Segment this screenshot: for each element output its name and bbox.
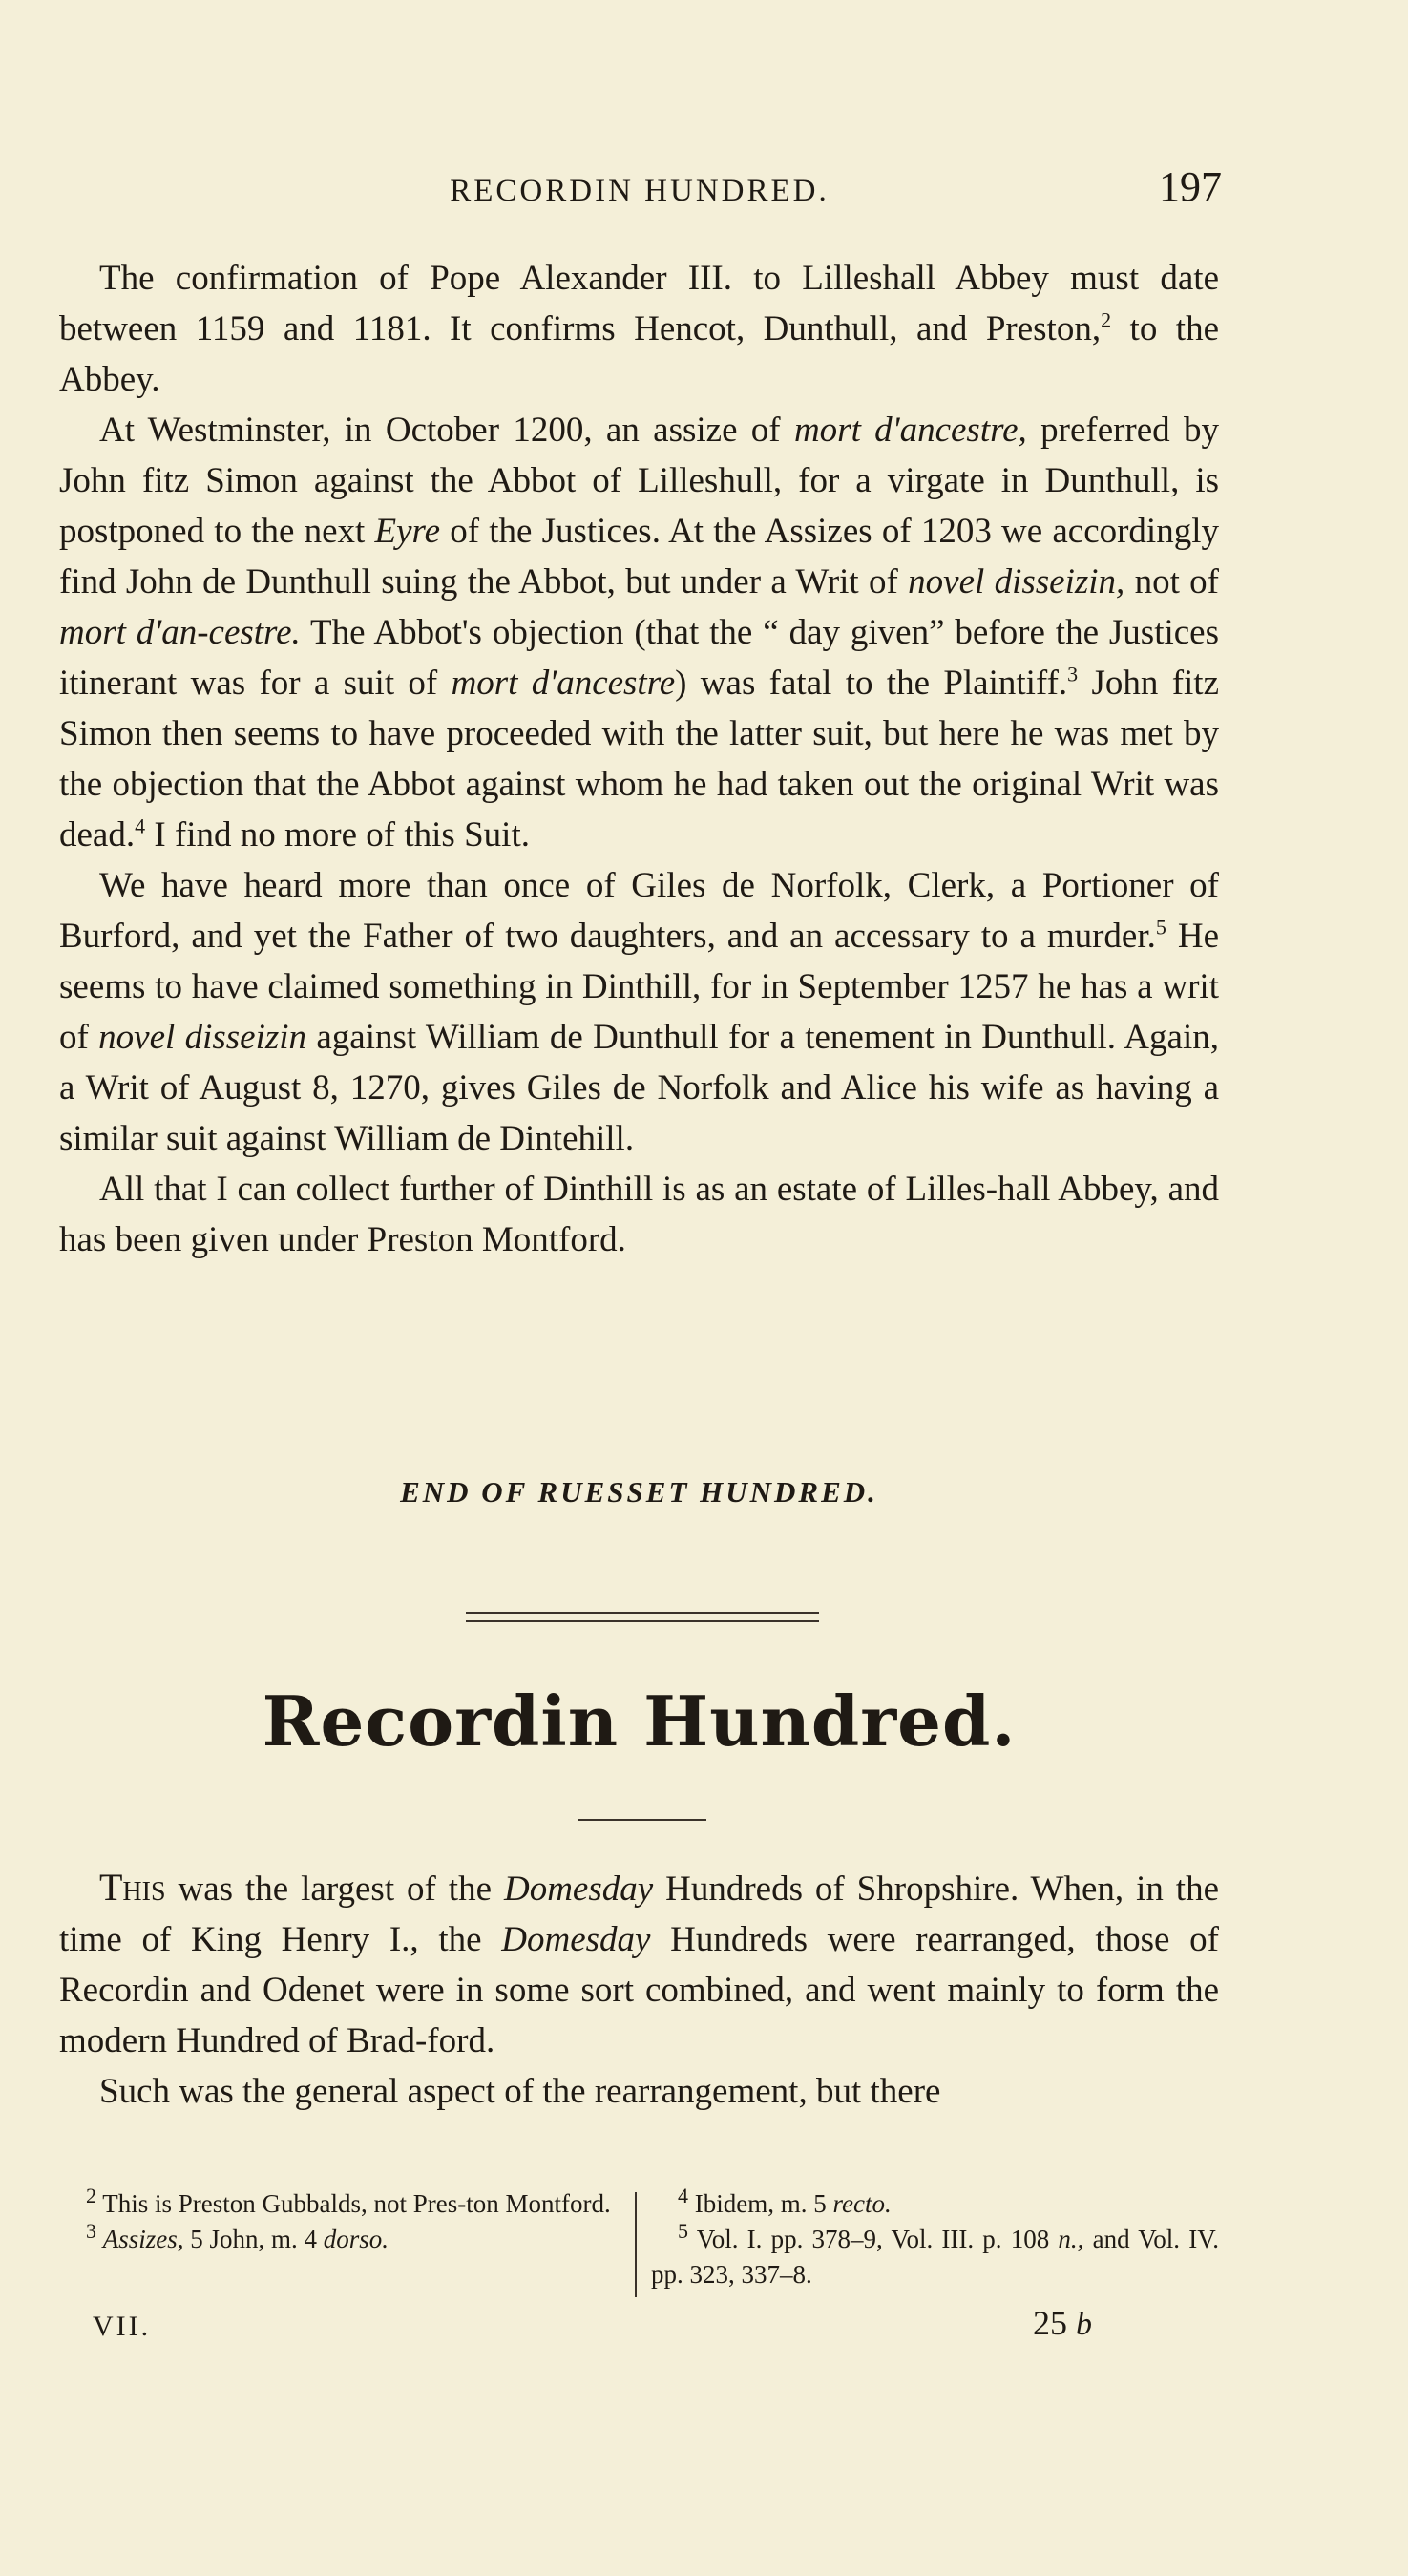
paragraph-6: Such was the general aspect of the rearrangement, but there	[99, 2072, 941, 2111]
page-header	[57, 162, 1222, 220]
footnote-ref: 4	[135, 813, 146, 838]
footnotes-left-column	[59, 2186, 622, 2257]
footnote-4: $^4$ Ibidem, m. 5 recto.	[678, 2184, 892, 2218]
volume-signature: VII.	[93, 2311, 152, 2342]
paragraph-1: The confirmation of Pope Alexander III. to Lilleshall Abbey must date between 1159 and 1181. It confirms Hencot, Dunthull, and Preston,$^2$ to the Abbey.	[59, 259, 1219, 399]
running-head: RECORDIN HUNDRED.	[450, 174, 830, 208]
main-text	[59, 253, 1219, 1265]
footnotes	[59, 2186, 1219, 2291]
double-rule-divider	[466, 1612, 819, 1622]
footnote-ref: 5	[1155, 915, 1166, 940]
sheet-signature: 25 b	[1033, 2304, 1092, 2342]
footnote-3: $^3$ Assizes, 5 John, m. 4 dorso.	[86, 2219, 389, 2253]
footnote-ref: 3	[1067, 662, 1079, 686]
footnote-column-divider	[635, 2192, 637, 2297]
paragraph-4: All that I can collect further of Dinthill is as an estate of Lilles-hall Abbey, and has been given under Preston Montford.	[59, 1170, 1219, 1259]
section-text	[59, 1862, 1219, 2117]
footnote-ref: 2	[1101, 307, 1112, 332]
paragraph-5: This was the largest of the Domesday Hundreds of Shropshire. When, in the time of King Henry I., the Domesday Hundreds were rearranged, those of Recordin and Odenet were in some sort combined, and went mainly to form the modern Hundred of Brad-ford.	[59, 1866, 1219, 2060]
page-number: 197	[1159, 163, 1222, 210]
paragraph-3: We have heard more than once of Giles de Norfolk, Clerk, a Portioner of Burford, and yet the Father of two daughters, and an accessary to a murder.$^5$ He seems to have claimed something in Dinthill, for in September 1257 he has a writ of novel disseizin against William de Dunthull for a tenement in Dunthull. Again, a Writ of August 8, 1270, gives Giles de Norfolk and Alice his wife as having a similar suit against William de Dintehill.	[59, 866, 1219, 1158]
signature-line	[59, 2304, 1219, 2358]
footnotes-right-column	[651, 2186, 1219, 2292]
footnote-2: $^2$ This is Preston Gubbalds, not Pres-ton Montford.	[86, 2184, 611, 2218]
footnote-5: $^5$ Vol. I. pp. 378–9, Vol. III. p. 108 n., and Vol. IV. pp. 323, 337–8.	[651, 2219, 1219, 2289]
paragraph-2: At Westminster, in October 1200, an assize of mort d'ancestre, preferred by John fitz Simon against the Abbot of Lilleshull, for a virgate in Dunthull, is postponed to the next Eyre of the Justices. At the Assizes of 1203 we accordingly find John de Dunthull suing the Abbot, but under a Writ of novel disseizin, not of mort d'an-cestre. The Abbot's objection (that the “ day given” before the Justices itinerant was for a suit of mort d'ancestre) was fatal to the Plaintiff.$^3$ John fitz Simon then seems to have proceeded with the latter suit, but here he was met by the objection that the Abbot against whom he had taken out the original Writ was dead.$^4$ I find no more of this Suit.	[59, 411, 1220, 855]
short-rule-divider	[578, 1819, 706, 1821]
section-title: Recordin Hundred.	[262, 1680, 1017, 1762]
end-of-hundred-line: END OF RUESSET HUNDRED.	[400, 1475, 878, 1509]
